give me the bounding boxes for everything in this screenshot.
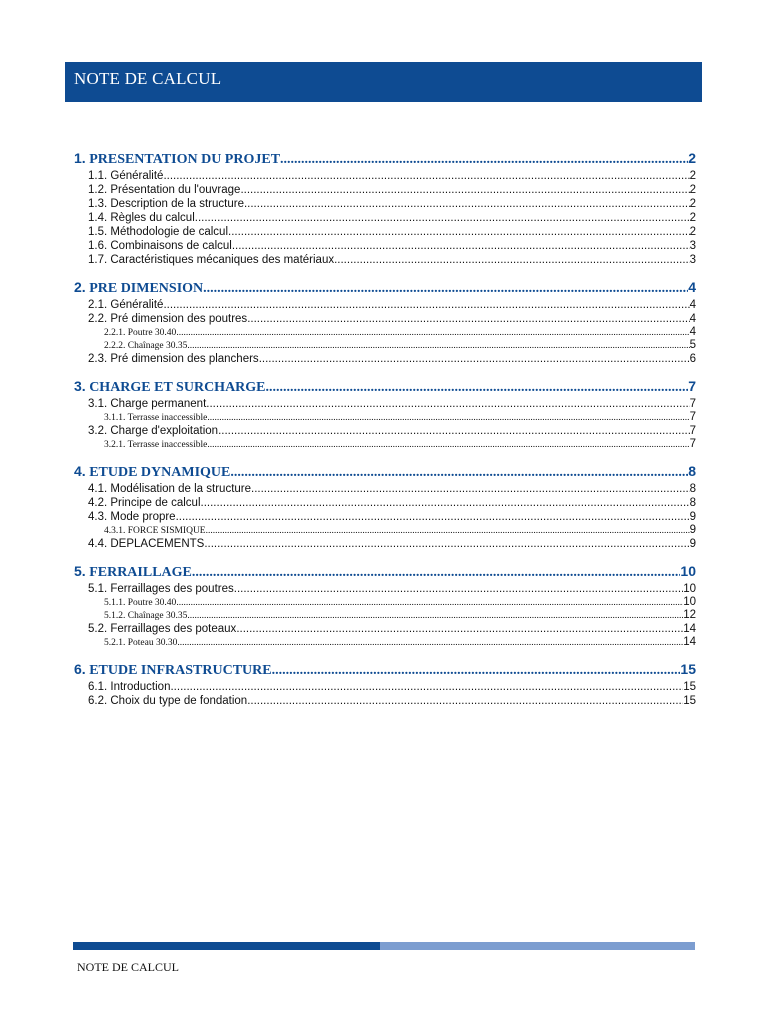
toc-chapter-number: 4. — [74, 463, 86, 479]
toc-entry-subsection[interactable] — [74, 211, 696, 225]
toc-entry-chapter[interactable] — [74, 463, 696, 482]
toc-chapter-title — [74, 463, 230, 481]
toc-entry-label: 5.1.2. Chaînage 30.35 — [104, 611, 188, 621]
toc-leader-dots — [201, 496, 690, 510]
toc-page-number: 7 — [688, 378, 696, 394]
toc-leader-dots — [232, 239, 690, 253]
toc-entry-label: 1.1. Généralité — [88, 170, 164, 182]
toc-entry-label: 3.1.1. Terrasse inaccessible — [104, 413, 208, 423]
toc-entry-label: 1.4. Règles du calcul — [88, 212, 195, 224]
toc-page-number: 7 — [689, 411, 696, 423]
toc-entry-subsection[interactable] — [74, 397, 696, 411]
toc-chapter-text: PRE DIMENSION — [89, 281, 204, 296]
toc-leader-dots — [163, 169, 689, 183]
toc-entry-subsection[interactable] — [74, 298, 696, 312]
toc-leader-dots — [247, 694, 683, 708]
document-title: NOTE DE CALCUL — [74, 69, 222, 88]
toc-section — [74, 279, 696, 366]
toc-leader-dots — [236, 622, 683, 636]
toc-entry-label: 6.2. Choix du type de fondation — [88, 695, 248, 707]
toc-leader-dots — [207, 439, 689, 452]
toc-entry-label: 1.3. Description de la structure — [88, 198, 244, 210]
toc-entry-subsubsection[interactable] — [74, 339, 696, 352]
toc-entry-label: 5.1.1. Poutre 30.40 — [104, 598, 177, 608]
toc-leader-dots — [203, 281, 688, 297]
toc-entry-label: 3.2. Charge d'exploitation — [88, 425, 219, 437]
toc-entry-label: 1.7. Caractéristiques mécaniques des matériaux — [88, 254, 335, 266]
toc-page-number: 3 — [689, 240, 696, 252]
toc-chapter-title — [74, 279, 203, 297]
footer-rule-light — [380, 942, 695, 950]
toc-leader-dots — [177, 637, 683, 650]
toc-leader-dots — [230, 465, 688, 481]
toc-page-number: 10 — [683, 583, 696, 595]
toc-leader-dots — [272, 663, 681, 679]
toc-entry-chapter[interactable] — [74, 378, 696, 397]
toc-entry-label: 1.2. Présentation du l'ouvrage — [88, 184, 241, 196]
toc-leader-dots — [176, 327, 689, 340]
toc-entry-subsection[interactable] — [74, 253, 696, 267]
toc-entry-subsubsection[interactable] — [74, 411, 696, 424]
toc-chapter-number: 2. — [74, 279, 86, 295]
toc-leader-dots — [170, 680, 683, 694]
toc-page-number: 5 — [689, 339, 696, 351]
toc-entry-subsection[interactable] — [74, 197, 696, 211]
toc-chapter-number: 3. — [74, 378, 86, 394]
toc-leader-dots — [334, 253, 690, 267]
toc-chapter-text: ETUDE INFRASTRUCTURE — [89, 663, 272, 678]
toc-entry-subsection[interactable] — [74, 169, 696, 183]
toc-entry-subsection[interactable] — [74, 496, 696, 510]
toc-page-number: 2 — [688, 150, 696, 166]
toc-section — [74, 563, 696, 649]
toc-page-number: 9 — [689, 538, 696, 550]
table-of-contents — [74, 150, 696, 720]
toc-leader-dots — [192, 565, 681, 581]
toc-page-number: 9 — [689, 511, 696, 523]
toc-entry-label: 4.1. Modélisation de la structure — [88, 483, 252, 495]
toc-entry-subsection[interactable] — [74, 183, 696, 197]
toc-chapter-text: PRESENTATION DU PROJET — [89, 152, 281, 167]
toc-page-number: 2 — [689, 170, 696, 182]
toc-leader-dots — [280, 152, 688, 168]
toc-page-number: 7 — [689, 438, 696, 450]
toc-entry-label: 2.2. Pré dimension des poutres — [88, 313, 248, 325]
toc-entry-label: 4.2. Principe de calcul — [88, 497, 201, 509]
toc-page-number: 4 — [689, 313, 696, 325]
toc-page-number: 12 — [683, 609, 696, 621]
toc-entry-label: 4.3.1. FORCE SISMIQUE — [104, 526, 206, 536]
toc-leader-dots — [251, 482, 690, 496]
toc-chapter-number: 6. — [74, 661, 86, 677]
toc-chapter-title — [74, 378, 266, 396]
toc-entry-subsubsection[interactable] — [74, 596, 696, 609]
toc-page-number: 15 — [683, 695, 696, 707]
toc-page-number: 15 — [680, 661, 696, 677]
toc-page-number: 7 — [689, 398, 696, 410]
toc-entry-chapter[interactable] — [74, 661, 696, 680]
toc-entry-subsubsection[interactable] — [74, 524, 696, 537]
toc-page-number: 3 — [689, 254, 696, 266]
toc-page-number: 14 — [683, 623, 696, 635]
toc-entry-label: 1.5. Méthodologie de calcul — [88, 226, 229, 238]
toc-entry-label: 2.2.2. Chaînage 30.35 — [104, 341, 188, 351]
toc-entry-label: 5.2.1. Poteau 30.30 — [104, 638, 178, 648]
toc-leader-dots — [176, 510, 690, 524]
toc-entry-chapter[interactable] — [74, 563, 696, 582]
toc-chapter-title — [74, 661, 272, 679]
toc-entry-subsection[interactable] — [74, 312, 696, 326]
toc-entry-label: 4.3. Mode propre — [88, 511, 176, 523]
toc-leader-dots — [176, 597, 683, 610]
toc-section — [74, 661, 696, 708]
toc-entry-subsection[interactable] — [74, 239, 696, 253]
toc-chapter-title — [74, 150, 280, 168]
toc-page-number: 6 — [689, 353, 696, 365]
toc-page-number: 4 — [689, 326, 696, 338]
toc-entry-label: 3.1. Charge permanent — [88, 398, 207, 410]
toc-page-number: 2 — [689, 226, 696, 238]
footer-rule-dark — [73, 942, 380, 950]
toc-entry-subsubsection[interactable] — [74, 636, 696, 649]
toc-page-number: 4 — [688, 279, 696, 295]
toc-section — [74, 378, 696, 451]
toc-entry-label: 2.1. Généralité — [88, 299, 164, 311]
toc-entry-subsection[interactable] — [74, 582, 696, 596]
toc-entry-label: 5.1. Ferraillages des poutres — [88, 583, 234, 595]
toc-entry-label: 2.3. Pré dimension des planchers — [88, 353, 259, 365]
toc-page-number: 10 — [683, 596, 696, 608]
toc-leader-dots — [259, 352, 690, 366]
toc-page-number: 14 — [683, 636, 696, 648]
toc-entry-subsection[interactable] — [74, 510, 696, 524]
toc-leader-dots — [163, 298, 689, 312]
toc-entry-label: 3.2.1. Terrasse inaccessible — [104, 440, 208, 450]
toc-entry-label: 5.2. Ferraillages des poteaux — [88, 623, 237, 635]
toc-page-number: 9 — [689, 524, 696, 536]
toc-entry-label: 1.6. Combinaisons de calcul — [88, 240, 232, 252]
toc-page-number: 2 — [689, 212, 696, 224]
header-banner — [65, 62, 702, 102]
toc-chapter-number: 5. — [74, 563, 86, 579]
toc-page-number: 7 — [689, 425, 696, 437]
toc-entry-label: 2.2.1. Poutre 30.40 — [104, 328, 177, 338]
toc-leader-dots — [195, 211, 690, 225]
toc-chapter-title — [74, 563, 192, 581]
toc-chapter-text: CHARGE ET SURCHARGE — [89, 380, 266, 395]
toc-entry-subsection[interactable] — [74, 537, 696, 551]
toc-page-number: 8 — [689, 483, 696, 495]
toc-page-number: 15 — [683, 681, 696, 693]
toc-entry-subsection[interactable] — [74, 622, 696, 636]
toc-leader-dots — [228, 225, 690, 239]
toc-leader-dots — [266, 380, 689, 396]
toc-entry-subsection[interactable] — [74, 482, 696, 496]
toc-entry-subsection[interactable] — [74, 424, 696, 438]
toc-entry-chapter[interactable] — [74, 150, 696, 169]
toc-leader-dots — [240, 183, 689, 197]
toc-page-number: 8 — [688, 463, 696, 479]
toc-page-number: 10 — [680, 563, 696, 579]
toc-leader-dots — [218, 424, 690, 438]
toc-chapter-text: FERRAILLAGE — [89, 565, 192, 580]
toc-chapter-number: 1. — [74, 150, 86, 166]
toc-leader-dots — [244, 197, 690, 211]
toc-entry-subsection[interactable] — [74, 694, 696, 708]
toc-entry-subsection[interactable] — [74, 352, 696, 366]
toc-entry-subsection[interactable] — [74, 680, 696, 694]
toc-entry-subsection[interactable] — [74, 225, 696, 239]
toc-page-number: 4 — [689, 299, 696, 311]
toc-page-number: 2 — [689, 198, 696, 210]
toc-leader-dots — [206, 397, 689, 411]
toc-section — [74, 150, 696, 267]
toc-leader-dots — [247, 312, 689, 326]
toc-entry-label: 4.4. DEPLACEMENTS — [88, 538, 205, 550]
toc-entry-chapter[interactable] — [74, 279, 696, 298]
toc-entry-subsubsection[interactable] — [74, 609, 696, 622]
toc-page-number: 8 — [689, 497, 696, 509]
footer-title: NOTE DE CALCUL — [77, 960, 179, 974]
toc-entry-subsubsection[interactable] — [74, 438, 696, 451]
toc-section — [74, 463, 696, 551]
toc-leader-dots — [234, 582, 683, 596]
toc-entry-subsubsection[interactable] — [74, 326, 696, 339]
toc-entry-label: 6.1. Introduction — [88, 681, 171, 693]
toc-chapter-text: ETUDE DYNAMIQUE — [89, 465, 231, 480]
toc-leader-dots — [204, 537, 689, 551]
toc-page-number: 2 — [689, 184, 696, 196]
